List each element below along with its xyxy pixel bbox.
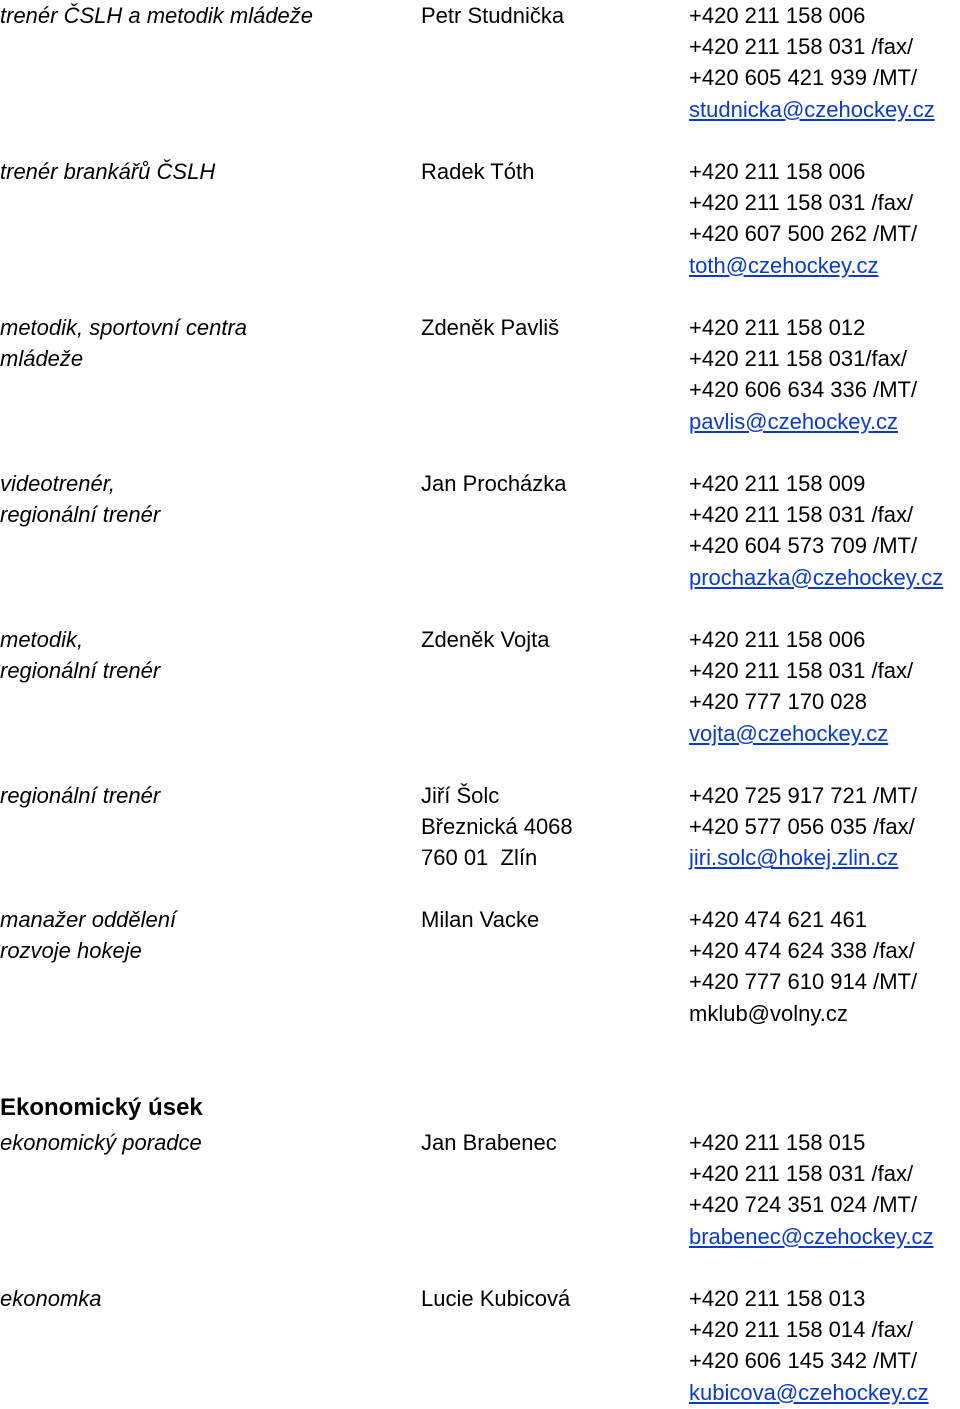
role (0, 624, 160, 686)
role-line: regionální trenér (0, 502, 161, 528)
person-name (421, 624, 549, 655)
email-link[interactable]: studnicka@czehockey.cz (689, 96, 935, 122)
role-line: ekonomka (0, 1286, 102, 1311)
email-link[interactable]: kubicova@czehockey.cz (689, 1379, 929, 1405)
contact-details (689, 624, 913, 749)
email-link[interactable]: prochazka@czehockey.cz (689, 564, 944, 590)
role-line: rozvoje hokeje (0, 938, 142, 964)
role-line: videotrenér, (0, 471, 115, 496)
contact-details (689, 156, 917, 281)
person-name (421, 0, 564, 31)
mobile-line: +420 777 610 914 /MT/ (689, 969, 918, 995)
name-line: Jan Brabenec (421, 1130, 557, 1155)
fax-line: +420 211 158 031 /fax/ (689, 190, 914, 216)
mobile-line: +420 606 634 336 /MT/ (689, 377, 918, 403)
role (0, 312, 247, 374)
person-name (421, 1283, 570, 1314)
email-link[interactable]: vojta@czehockey.cz (689, 720, 889, 746)
contact-details (689, 468, 943, 593)
contact-details (689, 312, 917, 437)
fax-line: +420 211 158 031 /fax/ (689, 502, 914, 528)
person-name (421, 904, 539, 935)
person-name (421, 780, 573, 874)
name-line: Petr Studnička (421, 3, 565, 28)
email-link[interactable]: pavlis@czehockey.cz (689, 408, 898, 434)
section-heading-economic: Ekonomický úsek (0, 1094, 203, 1121)
phone-line: +420 211 158 009 (689, 471, 866, 496)
phone-line: +420 211 158 013 (689, 1286, 866, 1311)
role-line: mládeže (0, 346, 84, 372)
role (0, 0, 313, 31)
mobile-line: +420 607 500 262 /MT/ (689, 221, 918, 247)
contact-details (689, 904, 917, 1029)
role (0, 1127, 202, 1158)
role (0, 156, 215, 187)
mobile-line: +420 604 573 709 /MT/ (689, 533, 918, 559)
name-line: Jiří Šolc (421, 783, 500, 808)
name-line: Zdeněk Vojta (421, 627, 550, 652)
fax-line: +420 211 158 031 /fax/ (689, 34, 914, 60)
fax-line: +420 211 158 031 /fax/ (689, 1161, 914, 1187)
contact-details (689, 1127, 934, 1252)
contact-details (689, 0, 935, 125)
email-link[interactable]: brabenec@czehockey.cz (689, 1223, 934, 1249)
mobile-line: +420 777 170 028 (689, 689, 868, 715)
fax-line: +420 211 158 014 /fax/ (689, 1317, 914, 1343)
person-name (421, 312, 559, 343)
name-line: Lucie Kubicová (421, 1286, 571, 1311)
fax-line: +420 474 624 338 /fax/ (689, 938, 915, 964)
mobile-line: +420 725 917 721 /MT/ (689, 783, 918, 808)
role-line: regionální trenér (0, 658, 161, 684)
role-line: metodik, (0, 627, 84, 652)
phone-line: +420 474 621 461 (689, 907, 868, 932)
role-line: trenér brankářů ČSLH (0, 159, 216, 184)
name-line: Milan Vacke (421, 907, 540, 932)
person-name (421, 468, 567, 499)
role-line: manažer oddělení (0, 907, 177, 932)
email-link[interactable]: toth@czehockey.cz (689, 252, 879, 278)
email-text: mklub@volny.cz (689, 1000, 848, 1026)
phone-line: +420 211 158 006 (689, 3, 866, 28)
role (0, 780, 160, 811)
person-name (421, 156, 534, 187)
role (0, 904, 176, 966)
phone-line: +420 211 158 015 (689, 1130, 866, 1155)
fax-line: +420 577 056 035 /fax/ (689, 814, 915, 840)
role-line: regionální trenér (0, 783, 161, 808)
name-line: Zdeněk Pavliš (421, 315, 560, 340)
mobile-line: +420 606 145 342 /MT/ (689, 1348, 918, 1374)
role-line: trenér ČSLH a metodik mládeže (0, 3, 314, 28)
name-line: Jan Procházka (421, 471, 567, 496)
role (0, 1283, 102, 1314)
person-name (421, 1127, 557, 1158)
phone-line: +420 211 158 012 (689, 315, 866, 340)
contact-details (689, 1283, 929, 1408)
phone-line: +420 211 158 006 (689, 627, 866, 652)
fax-line: +420 211 158 031 /fax/ (689, 658, 914, 684)
contact-details (689, 780, 917, 874)
phone-line: +420 211 158 006 (689, 159, 866, 184)
mobile-line: +420 724 351 024 /MT/ (689, 1192, 918, 1218)
role-line: metodik, sportovní centra (0, 315, 248, 340)
email-link[interactable]: jiri.solc@hokej.zlin.cz (689, 845, 899, 871)
mobile-line: +420 605 421 939 /MT/ (689, 65, 918, 91)
address-city: 760 01 Zlín (421, 845, 538, 871)
fax-line: +420 211 158 031/fax/ (689, 346, 907, 372)
role (0, 468, 160, 530)
address-street: Březnická 4068 (421, 814, 573, 840)
name-line: Radek Tóth (421, 159, 535, 184)
role-line: ekonomický poradce (0, 1130, 202, 1155)
